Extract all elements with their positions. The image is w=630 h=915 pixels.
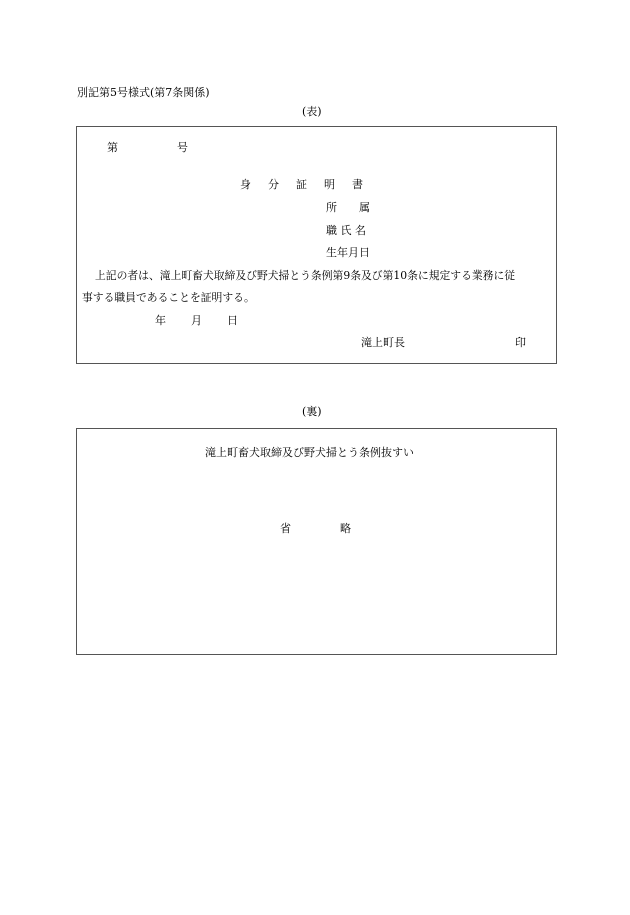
form-title: 別記第5号様式(第7条関係)	[77, 86, 210, 99]
seal-mark: 印	[515, 336, 526, 349]
field-affiliation: 所 属	[326, 201, 370, 214]
field-position-name: 職 氏 名	[326, 224, 366, 237]
certification-text-line-2: 事する職員であることを証明する。	[82, 291, 255, 304]
front-side-label: (表)	[302, 105, 322, 118]
certification-text-line-1: 上記の者は、滝上町畜犬取締及び野犬掃とう条例第9条及び第10条に規定する業務に従	[95, 269, 516, 282]
back-side-label: (裏)	[302, 405, 322, 418]
issuer-name: 滝上町長	[361, 336, 405, 349]
date-month: 月	[191, 314, 202, 327]
date-day: 日	[227, 314, 238, 327]
ordinance-title: 滝上町畜犬取締及び野犬掃とう条例抜すい	[205, 446, 414, 459]
field-birth-date: 生年月日	[326, 246, 370, 259]
date-year: 年	[155, 314, 166, 327]
back-ordinance-box	[76, 428, 557, 655]
omitted-left: 省	[280, 522, 291, 535]
omitted-right: 略	[340, 522, 351, 535]
front-certificate-box	[76, 126, 557, 364]
document-title: 身 分 証 明 書	[240, 178, 366, 191]
number-suffix: 号	[177, 141, 188, 154]
number-prefix: 第	[107, 141, 118, 154]
